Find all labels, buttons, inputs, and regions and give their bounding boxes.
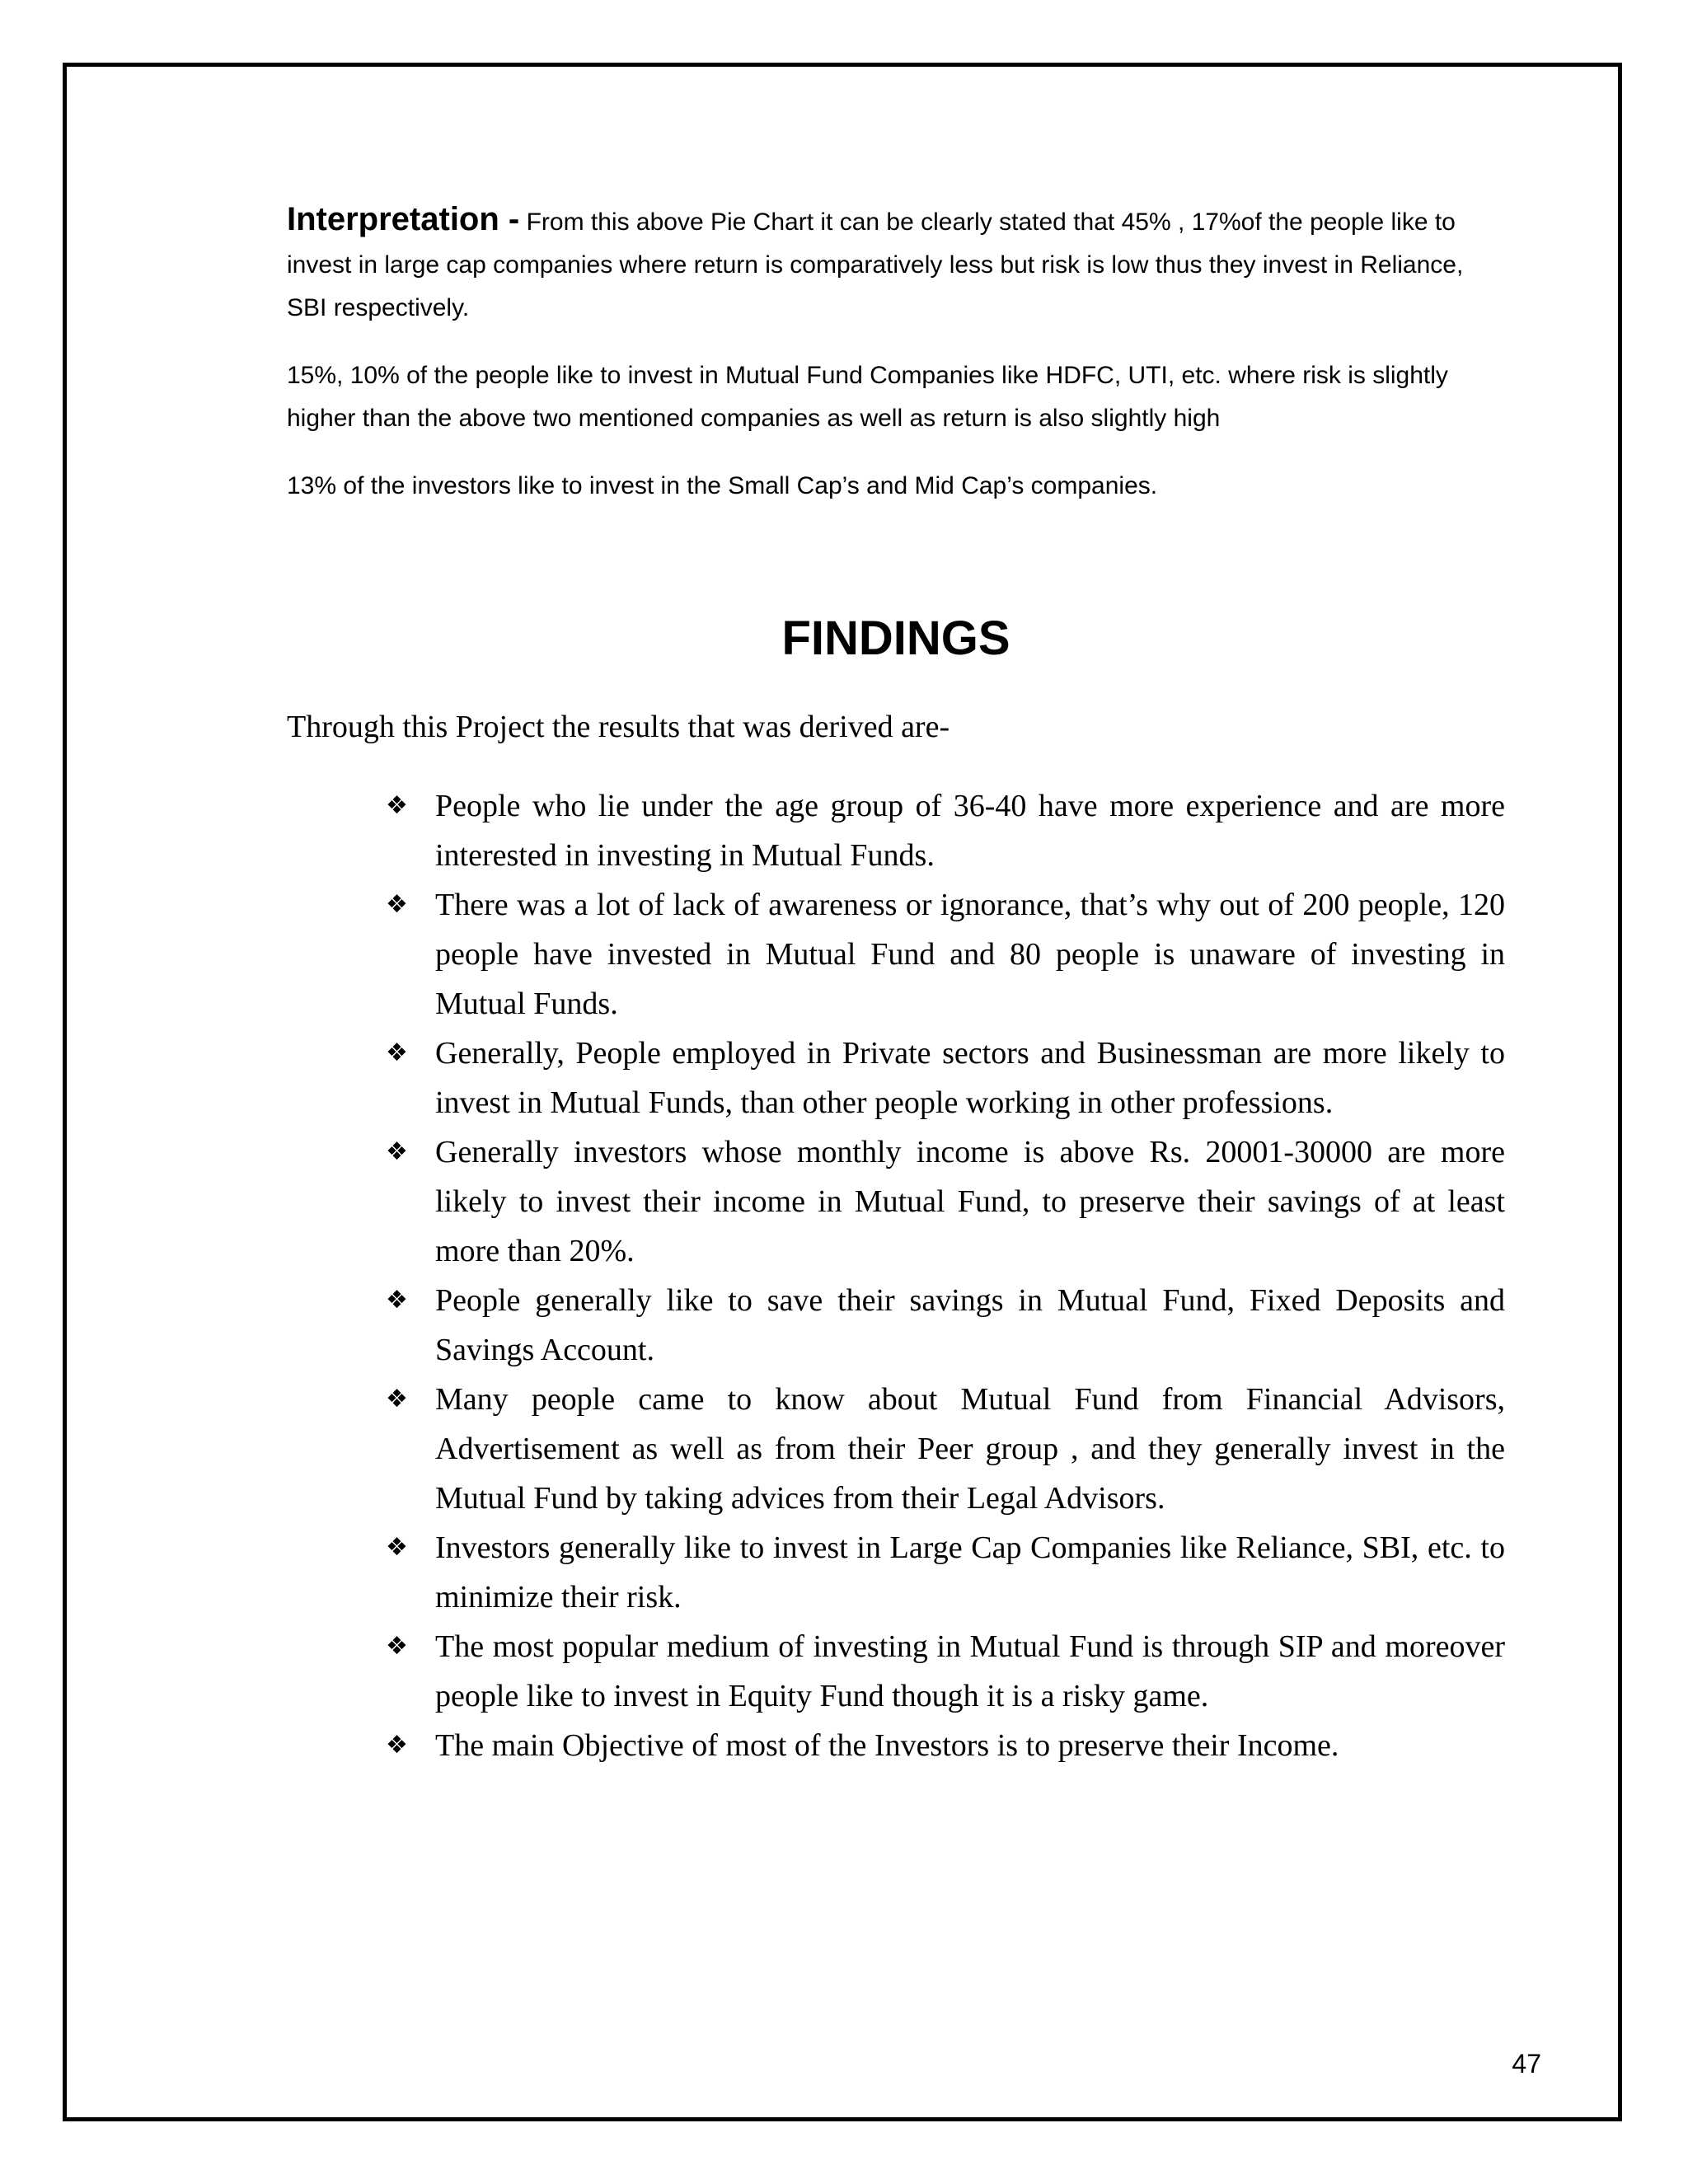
interpretation-label: Interpretation - xyxy=(287,201,520,237)
interpretation-text: From this above Pie Chart it can be clearly stated that 45% , 17%of the people like to invest in large cap companies where return is comparatively less but risk is low thus they invest in Reliance, SBI respectively. xyxy=(287,209,1464,321)
mutual-fund-companies-paragraph: 15%, 10% of the people like to invest in Mutual Fund Companies like HDFC, UTI, etc. where risk is slightly higher than the above two mentioned companies as well as return is also slightly high xyxy=(287,362,1448,432)
diamond-bullet-icon: ❖ xyxy=(386,791,408,820)
finding-item xyxy=(386,1721,1505,1770)
finding-text: The main Objective of most of the Investors is to preserve their Income. xyxy=(435,1728,1339,1763)
interpretation-paragraph xyxy=(287,198,1505,330)
finding-text: The most popular medium of investing in Mutual Fund is through SIP and moreover people like to invest in Equity Fund though it is a risky game. xyxy=(435,1629,1505,1713)
diamond-bullet-icon: ❖ xyxy=(386,1731,408,1760)
diamond-bullet-icon: ❖ xyxy=(386,1385,408,1413)
finding-item xyxy=(386,1375,1505,1523)
finding-item xyxy=(386,1523,1505,1622)
findings-heading: FINDINGS xyxy=(781,612,1010,665)
finding-text: People generally like to save their savings in Mutual Fund, Fixed Deposits and Savings Account. xyxy=(435,1283,1505,1367)
finding-item xyxy=(386,781,1505,880)
page-content xyxy=(287,198,1505,1770)
finding-item xyxy=(386,1276,1505,1375)
finding-item xyxy=(386,1622,1505,1721)
diamond-bullet-icon: ❖ xyxy=(386,890,408,919)
finding-item xyxy=(386,1127,1505,1276)
findings-intro: Through this Project the results that was derived are- xyxy=(287,710,950,744)
page-number: 47 xyxy=(1512,2049,1541,2079)
finding-text: Generally investors whose monthly income is above Rs. 20001-30000 are more likely to invest their income in Mutual Fund, to preserve their savings of at least more than 20%. xyxy=(435,1135,1505,1268)
diamond-bullet-icon: ❖ xyxy=(386,1038,408,1067)
diamond-bullet-icon: ❖ xyxy=(386,1137,408,1166)
finding-item xyxy=(386,1029,1505,1127)
finding-text: Generally, People employed in Private sectors and Businessman are more likely to invest in Mutual Funds, than other people working in other professions. xyxy=(435,1036,1505,1120)
small-mid-cap-paragraph: 13% of the investors like to invest in the Small Cap’s and Mid Cap’s companies. xyxy=(287,472,1158,499)
finding-item xyxy=(386,880,1505,1029)
finding-text: There was a lot of lack of awareness or ignorance, that’s why out of 200 people, 120 people have invested in Mutual Fund and 80 people is unaware of investing in Mutual Funds. xyxy=(435,888,1505,1021)
diamond-bullet-icon: ❖ xyxy=(386,1632,408,1661)
diamond-bullet-icon: ❖ xyxy=(386,1286,408,1315)
diamond-bullet-icon: ❖ xyxy=(386,1533,408,1562)
finding-text: Many people came to know about Mutual Fund from Financial Advisors, Advertisement as well as from their Peer group , and they generally invest in the Mutual Fund by taking advices from their Legal Advisors. xyxy=(435,1382,1505,1516)
finding-text: Investors generally like to invest in Large Cap Companies like Reliance, SBI, etc. to minimize their risk. xyxy=(435,1530,1505,1615)
finding-text: People who lie under the age group of 36-40 have more experience and are more interested in investing in Mutual Funds. xyxy=(435,789,1505,873)
findings-list xyxy=(287,781,1505,1770)
